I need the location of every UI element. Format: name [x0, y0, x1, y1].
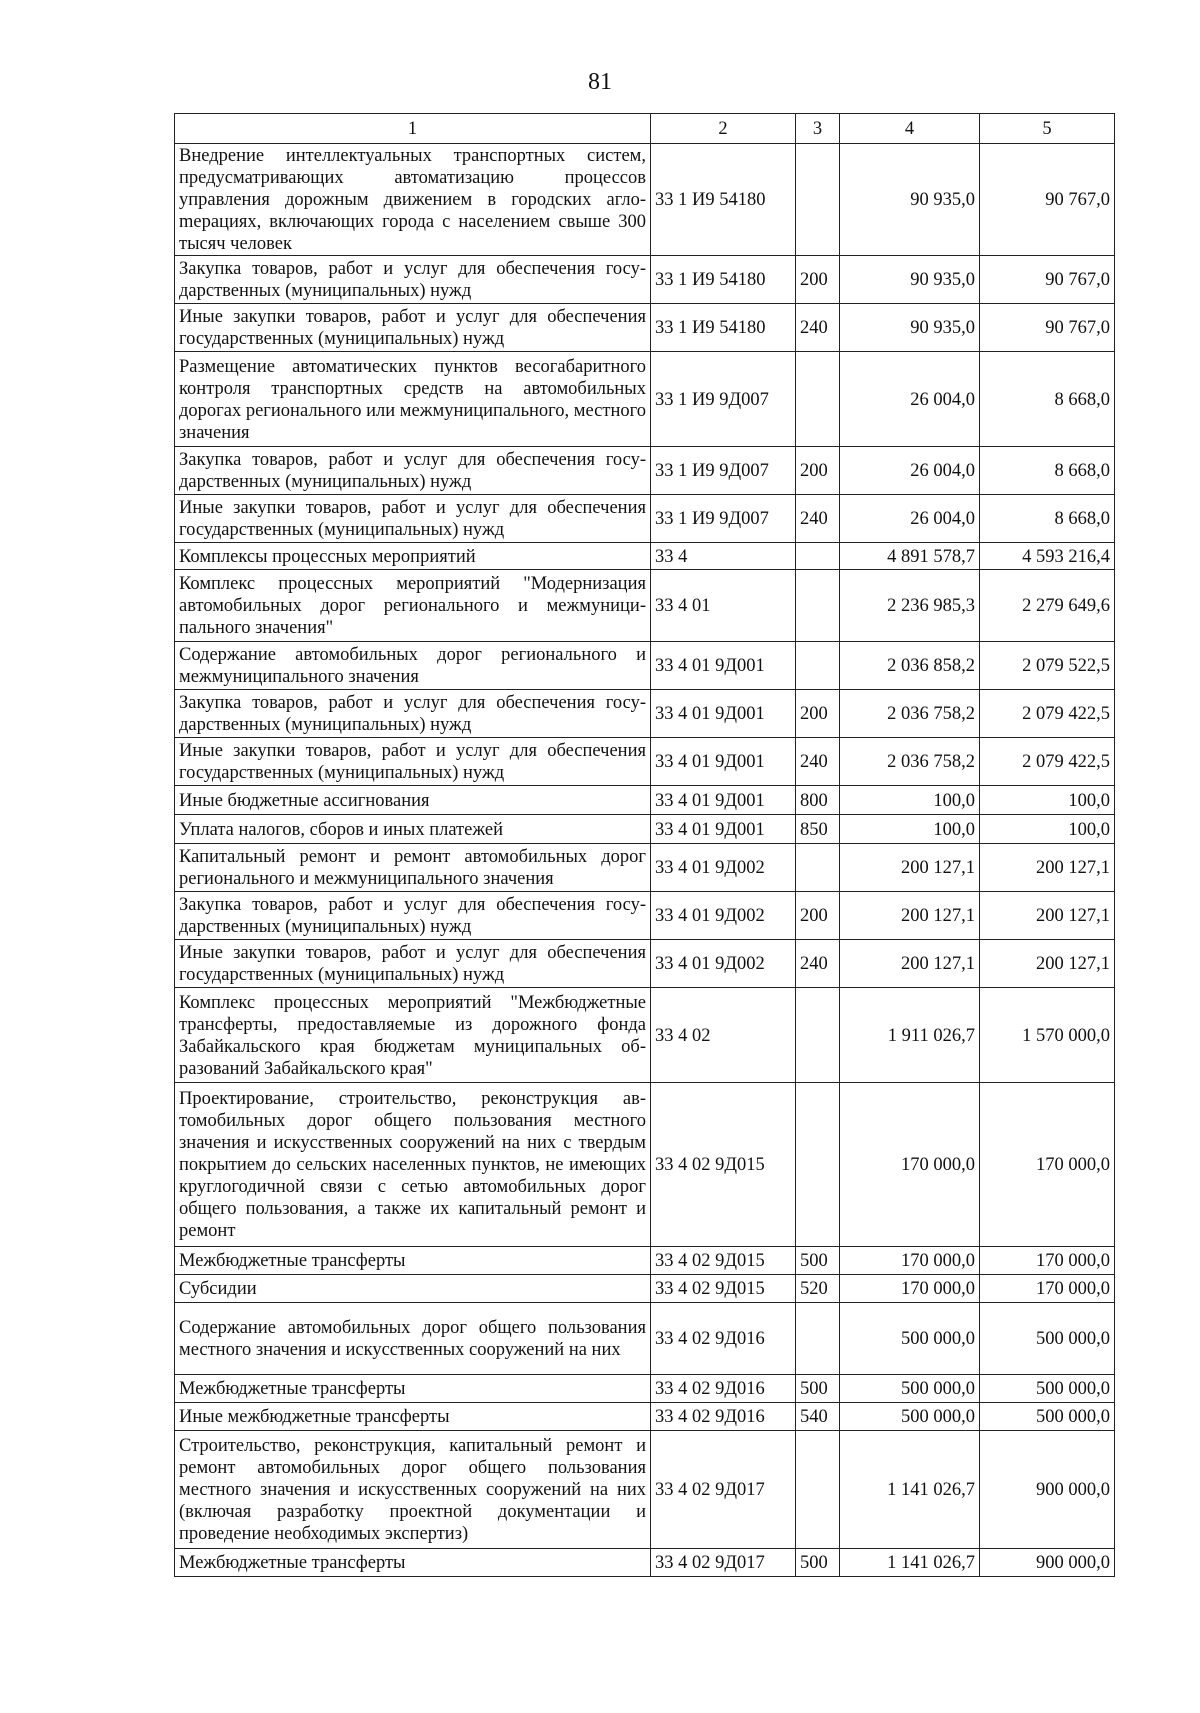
table-row — [175, 786, 1115, 815]
row-expense-type: 240 — [796, 495, 840, 543]
header-row — [175, 114, 1115, 144]
row-name: Закупка товаров, работ и услуг для обеспечения государственных (муниципальных) нужд — [175, 447, 651, 495]
row-name: Закупка товаров, работ и услуг для обеспечения государственных (муниципальных) нужд — [175, 892, 651, 940]
row-code: 33 1 И9 54180 — [651, 256, 796, 304]
table-row — [175, 1303, 1115, 1375]
header-cell-3: 3 — [796, 114, 840, 144]
row-code: 33 4 02 9Д017 — [651, 1431, 796, 1549]
budget-table — [174, 113, 1115, 1577]
row-code: 33 1 И9 9Д007 — [651, 352, 796, 447]
row-amount-year1: 500 000,0 — [840, 1403, 980, 1431]
row-amount-year2: 500 000,0 — [980, 1303, 1115, 1375]
row-amount-year2: 500 000,0 — [980, 1375, 1115, 1403]
row-amount-year2: 100,0 — [980, 815, 1115, 844]
row-code: 33 4 01 9Д001 — [651, 786, 796, 815]
table-row — [175, 144, 1115, 256]
table-row — [175, 844, 1115, 892]
row-name: Проектирование, строительство, реконструкция автомобильных дорог общего пользования местного значения и искусственных сооружений на них с твердым покрытием до сельских населенных пунктов, не имеющих круглогодичной связи с сетью автомобильных дорог общего пользования, а также их капитальный ремонт и ремонт — [175, 1083, 651, 1247]
row-expense-type — [796, 642, 840, 690]
table-row — [175, 1275, 1115, 1303]
row-name: Иные закупки товаров, работ и услуг для обеспечения государственных (муниципальных) нужд — [175, 940, 651, 988]
row-name: Комплекс процессных мероприятий "Межбюджетные трансферты, предоставляемые из дорожного фонда Забайкальского края бюджетам муниципальных образований Забайкальского края" — [175, 988, 651, 1083]
row-amount-year2: 90 767,0 — [980, 144, 1115, 256]
row-amount-year2: 500 000,0 — [980, 1403, 1115, 1431]
row-amount-year1: 26 004,0 — [840, 447, 980, 495]
table-row — [175, 642, 1115, 690]
row-expense-type — [796, 844, 840, 892]
row-code: 33 4 — [651, 543, 796, 570]
row-code: 33 4 01 9Д001 — [651, 690, 796, 738]
table-row — [175, 1247, 1115, 1275]
row-amount-year1: 1 141 026,7 — [840, 1549, 980, 1577]
header-cell-5: 5 — [980, 114, 1115, 144]
row-name: Межбюджетные трансферты — [175, 1375, 651, 1403]
row-amount-year1: 500 000,0 — [840, 1303, 980, 1375]
row-amount-year1: 90 935,0 — [840, 256, 980, 304]
header-cell-2: 2 — [651, 114, 796, 144]
row-code: 33 4 01 — [651, 570, 796, 642]
row-amount-year2: 2 079 422,5 — [980, 738, 1115, 786]
row-expense-type: 200 — [796, 256, 840, 304]
row-code: 33 4 02 9Д015 — [651, 1083, 796, 1247]
row-name: Межбюджетные трансферты — [175, 1549, 651, 1577]
row-amount-year1: 100,0 — [840, 815, 980, 844]
row-amount-year1: 1 141 026,7 — [840, 1431, 980, 1549]
row-expense-type: 540 — [796, 1403, 840, 1431]
row-amount-year2: 8 668,0 — [980, 447, 1115, 495]
row-expense-type — [796, 144, 840, 256]
row-code: 33 4 02 9Д015 — [651, 1275, 796, 1303]
row-amount-year1: 170 000,0 — [840, 1247, 980, 1275]
row-code: 33 1 И9 9Д007 — [651, 495, 796, 543]
table-row — [175, 1403, 1115, 1431]
row-amount-year2: 900 000,0 — [980, 1549, 1115, 1577]
row-amount-year1: 170 000,0 — [840, 1275, 980, 1303]
row-code: 33 4 01 9Д002 — [651, 940, 796, 988]
row-code: 33 4 02 9Д015 — [651, 1247, 796, 1275]
row-code: 33 4 02 9Д016 — [651, 1375, 796, 1403]
row-name: Закупка товаров, работ и услуг для обеспечения государственных (муниципальных) нужд — [175, 256, 651, 304]
row-amount-year1: 100,0 — [840, 786, 980, 815]
row-name: Иные закупки товаров, работ и услуг для обеспечения государственных (муниципальных) нужд — [175, 495, 651, 543]
row-expense-type — [796, 1303, 840, 1375]
row-name: Капитальный ремонт и ремонт автомобильных дорог регионального и межмуниципального значения — [175, 844, 651, 892]
row-name: Иные закупки товаров, работ и услуг для обеспечения государственных (муниципальных) нужд — [175, 304, 651, 352]
row-amount-year2: 200 127,1 — [980, 844, 1115, 892]
row-amount-year2: 2 279 649,6 — [980, 570, 1115, 642]
table-row — [175, 1375, 1115, 1403]
row-expense-type — [796, 1431, 840, 1549]
table-row — [175, 892, 1115, 940]
row-amount-year2: 170 000,0 — [980, 1083, 1115, 1247]
row-code: 33 4 02 — [651, 988, 796, 1083]
row-name: Иные бюджетные ассигнования — [175, 786, 651, 815]
table-row — [175, 1549, 1115, 1577]
row-code: 33 4 01 9Д002 — [651, 892, 796, 940]
row-amount-year1: 1 911 026,7 — [840, 988, 980, 1083]
row-expense-type — [796, 352, 840, 447]
row-expense-type — [796, 570, 840, 642]
table-row — [175, 815, 1115, 844]
row-name: Комплекс процессных мероприятий "Модернизация автомобильных дорог регионального и межмуниципального значения" — [175, 570, 651, 642]
table-row — [175, 570, 1115, 642]
row-amount-year2: 1 570 000,0 — [980, 988, 1115, 1083]
row-expense-type — [796, 1083, 840, 1247]
table-row — [175, 1083, 1115, 1247]
row-name: Строительство, реконструкция, капитальный ремонт и ремонт автомобильных дорог общего пользования местного значения и искусственных сооружений на них (включая разработку проектной документации и проведение необходимых экспертиз) — [175, 1431, 651, 1549]
row-name: Внедрение интеллектуальных транспортных систем, предусматривающих автоматизацию процессов управления дорожным движением в городских аглоmерациях, включающих города с населением свыше 300 тысяч человек — [175, 144, 651, 256]
row-expense-type: 240 — [796, 304, 840, 352]
row-amount-year1: 2 036 858,2 — [840, 642, 980, 690]
row-code: 33 1 И9 54180 — [651, 304, 796, 352]
row-expense-type: 200 — [796, 690, 840, 738]
row-amount-year2: 8 668,0 — [980, 352, 1115, 447]
row-amount-year2: 200 127,1 — [980, 940, 1115, 988]
row-expense-type: 500 — [796, 1375, 840, 1403]
row-amount-year1: 200 127,1 — [840, 940, 980, 988]
row-name: Размещение автоматических пунктов весогабаритного контроля транспортных средств на автомобильных дорогах регионального или межмуниципального, местного значения — [175, 352, 651, 447]
header-cell-1: 1 — [175, 114, 651, 144]
row-name: Иные закупки товаров, работ и услуг для обеспечения государственных (муниципальных) нужд — [175, 738, 651, 786]
row-amount-year2: 90 767,0 — [980, 256, 1115, 304]
row-amount-year2: 4 593 216,4 — [980, 543, 1115, 570]
row-amount-year1: 170 000,0 — [840, 1083, 980, 1247]
row-amount-year1: 500 000,0 — [840, 1375, 980, 1403]
table-row — [175, 543, 1115, 570]
table-row — [175, 447, 1115, 495]
row-code: 33 4 01 9Д001 — [651, 815, 796, 844]
row-name: Иные межбюджетные трансферты — [175, 1403, 651, 1431]
row-amount-year1: 200 127,1 — [840, 892, 980, 940]
row-amount-year1: 90 935,0 — [840, 304, 980, 352]
table-body — [175, 144, 1115, 1577]
row-expense-type: 200 — [796, 892, 840, 940]
row-expense-type: 500 — [796, 1247, 840, 1275]
table-row — [175, 738, 1115, 786]
row-name: Содержание автомобильных дорог общего пользования местного значения и искусственных сооружений на них — [175, 1303, 651, 1375]
row-amount-year1: 90 935,0 — [840, 144, 980, 256]
row-name: Уплата налогов, сборов и иных платежей — [175, 815, 651, 844]
row-amount-year1: 2 036 758,2 — [840, 738, 980, 786]
row-amount-year2: 2 079 422,5 — [980, 690, 1115, 738]
row-amount-year2: 2 079 522,5 — [980, 642, 1115, 690]
row-amount-year2: 8 668,0 — [980, 495, 1115, 543]
row-name: Межбюджетные трансферты — [175, 1247, 651, 1275]
row-code: 33 4 01 9Д001 — [651, 642, 796, 690]
row-amount-year1: 26 004,0 — [840, 352, 980, 447]
row-code: 33 4 01 9Д001 — [651, 738, 796, 786]
row-name: Субсидии — [175, 1275, 651, 1303]
row-name: Комплексы процессных мероприятий — [175, 543, 651, 570]
row-expense-type: 520 — [796, 1275, 840, 1303]
table-row — [175, 495, 1115, 543]
row-amount-year2: 90 767,0 — [980, 304, 1115, 352]
row-amount-year1: 2 236 985,3 — [840, 570, 980, 642]
row-amount-year2: 170 000,0 — [980, 1247, 1115, 1275]
row-code: 33 1 И9 54180 — [651, 144, 796, 256]
row-expense-type — [796, 543, 840, 570]
row-code: 33 4 02 9Д016 — [651, 1303, 796, 1375]
table-row — [175, 940, 1115, 988]
table-row — [175, 256, 1115, 304]
row-code: 33 4 01 9Д002 — [651, 844, 796, 892]
row-code: 33 4 02 9Д017 — [651, 1549, 796, 1577]
row-code: 33 1 И9 9Д007 — [651, 447, 796, 495]
table-row — [175, 352, 1115, 447]
table-row — [175, 304, 1115, 352]
row-expense-type: 500 — [796, 1549, 840, 1577]
row-expense-type: 800 — [796, 786, 840, 815]
row-amount-year2: 900 000,0 — [980, 1431, 1115, 1549]
row-amount-year2: 170 000,0 — [980, 1275, 1115, 1303]
row-name: Содержание автомобильных дорог регионального и межмуниципального значения — [175, 642, 651, 690]
table-row — [175, 988, 1115, 1083]
table-row — [175, 690, 1115, 738]
row-amount-year1: 4 891 578,7 — [840, 543, 980, 570]
row-amount-year1: 26 004,0 — [840, 495, 980, 543]
row-expense-type: 200 — [796, 447, 840, 495]
row-expense-type: 240 — [796, 940, 840, 988]
table-row — [175, 1431, 1115, 1549]
row-expense-type — [796, 988, 840, 1083]
row-amount-year1: 200 127,1 — [840, 844, 980, 892]
row-amount-year1: 2 036 758,2 — [840, 690, 980, 738]
page-number: 81 — [588, 69, 612, 95]
row-name: Закупка товаров, работ и услуг для обеспечения государственных (муниципальных) нужд — [175, 690, 651, 738]
row-expense-type: 240 — [796, 738, 840, 786]
header-cell-4: 4 — [840, 114, 980, 144]
row-code: 33 4 02 9Д016 — [651, 1403, 796, 1431]
row-expense-type: 850 — [796, 815, 840, 844]
row-amount-year2: 100,0 — [980, 786, 1115, 815]
row-amount-year2: 200 127,1 — [980, 892, 1115, 940]
